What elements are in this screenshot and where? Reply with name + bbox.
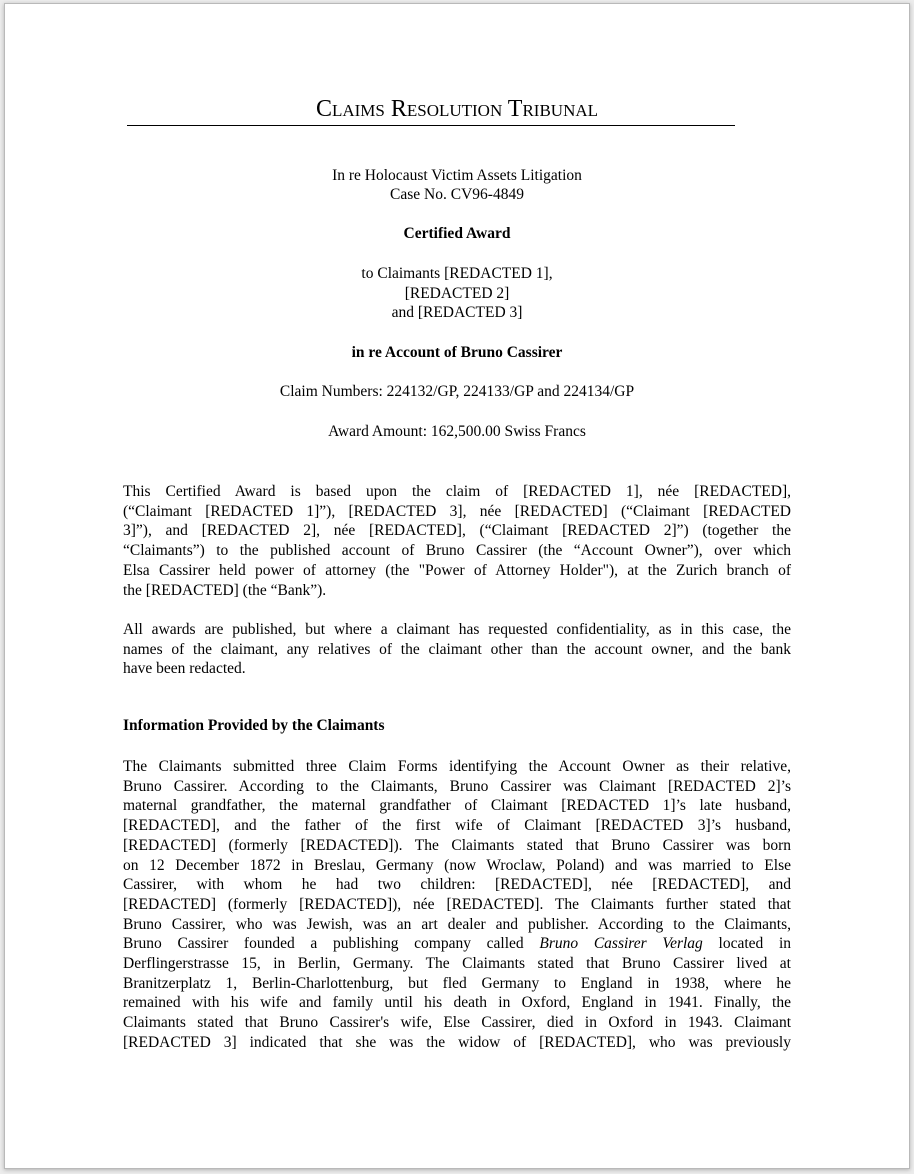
line-text: located in	[718, 935, 792, 953]
paragraph-line: on 12 December 1872 in Breslau, Germany (now Wroclaw, Poland) and was married to Else	[123, 856, 791, 874]
litigation-line: In re Holocaust Victim Assets Litigation	[332, 167, 582, 184]
paragraph-line-with-italic	[123, 934, 791, 954]
paragraph-line: names of the claimant, any relatives of the claimant other than the account owner, and the bank	[123, 640, 791, 658]
paragraph-line: [REDACTED] (formerly [REDACTED]), née [REDACTED]. The Claimants further stated that	[123, 895, 791, 913]
paragraph-line: “Claimants”) to the published account of Bruno Cassirer (the “Account Owner”), over which	[123, 542, 791, 560]
paragraph-line: Elsa Cassirer held power of attorney (the "Power of Attorney Holder"), at the Zurich branch of	[123, 561, 791, 579]
paragraph-line: Claimants stated that Bruno Cassirer's wife, Else Cassirer, died in Oxford in 1943. Claimant	[123, 1014, 791, 1032]
confidentiality-paragraph	[123, 620, 791, 679]
section-heading: Information Provided by the Claimants	[123, 717, 385, 734]
paragraph-line: All awards are published, but where a claimant has requested confidentiality, as in this case, the	[123, 621, 791, 638]
paragraph-line: [REDACTED] (formerly [REDACTED]). The Claimants stated that Bruno Cassirer was born	[123, 836, 791, 854]
paragraph-line: remained with his wife and family until his death in Oxford, England in 1941. Finally, the	[123, 994, 791, 1012]
paragraph-line: (“Claimant [REDACTED 1]”), [REDACTED 3], née [REDACTED] (“Claimant [REDACTED	[123, 502, 791, 520]
company-name: Bruno Cassirer Verlag	[539, 935, 703, 953]
paragraph-line: [REDACTED], and the father of the first wife of Claimant [REDACTED 3]’s husband,	[123, 817, 791, 835]
claimants-paragraph	[123, 757, 791, 1053]
paragraph-line: Derflingerstrasse 15, in Berlin, Germany. The Claimants stated that Bruno Cassirer lived at	[123, 955, 791, 973]
document-title: Claims Resolution Tribunal	[315, 96, 599, 122]
award-heading: Certified Award	[403, 225, 511, 242]
paragraph-line: [REDACTED 3] indicated that she was the widow of [REDACTED], who was previously	[123, 1033, 791, 1051]
paragraph-line: have been redacted.	[123, 660, 246, 678]
claimants-line-3: and [REDACTED 3]	[391, 304, 523, 321]
claimants-line-2: [REDACTED 2]	[404, 285, 510, 302]
line-text: Bruno Cassirer founded a publishing company called	[123, 935, 524, 953]
paragraph-line: 3]”), and [REDACTED 2], née [REDACTED], (“Claimant [REDACTED 2]”) (together the	[123, 522, 791, 540]
claimants-line-1: to Claimants [REDACTED 1],	[361, 265, 553, 282]
paragraph-line: Branitzerplatz 1, Berlin-Charlottenburg, but fled Germany to England in 1938, where he	[123, 974, 791, 992]
paragraph-line: Cassirer, with whom he had two children: [REDACTED], née [REDACTED], and	[123, 876, 791, 894]
document-page	[4, 3, 910, 1169]
paragraph-line: Bruno Cassirer, who was Jewish, was an art dealer and publisher. According to the Claimants,	[123, 915, 791, 933]
paragraph-line: Bruno Cassirer. According to the Claimants, Bruno Cassirer was Claimant [REDACTED 2]’s	[123, 777, 791, 795]
award-amount: Award Amount: 162,500.00 Swiss Francs	[328, 423, 586, 440]
case-number: Case No. CV96-4849	[390, 186, 524, 203]
intro-paragraph	[123, 482, 791, 600]
title-underline	[127, 125, 735, 126]
account-line: in re Account of Bruno Cassirer	[351, 344, 563, 361]
paragraph-line: This Certified Award is based upon the claim of [REDACTED 1], née [REDACTED],	[123, 483, 791, 500]
claim-numbers: Claim Numbers: 224132/GP, 224133/GP and 224134/GP	[279, 383, 635, 400]
paragraph-line: The Claimants submitted three Claim Forms identifying the Account Owner as their relative,	[123, 758, 791, 775]
paragraph-line: maternal grandfather, the maternal grandfather of Claimant [REDACTED 1]’s late husband,	[123, 797, 791, 815]
paragraph-line: the [REDACTED] (the “Bank”).	[123, 581, 327, 599]
